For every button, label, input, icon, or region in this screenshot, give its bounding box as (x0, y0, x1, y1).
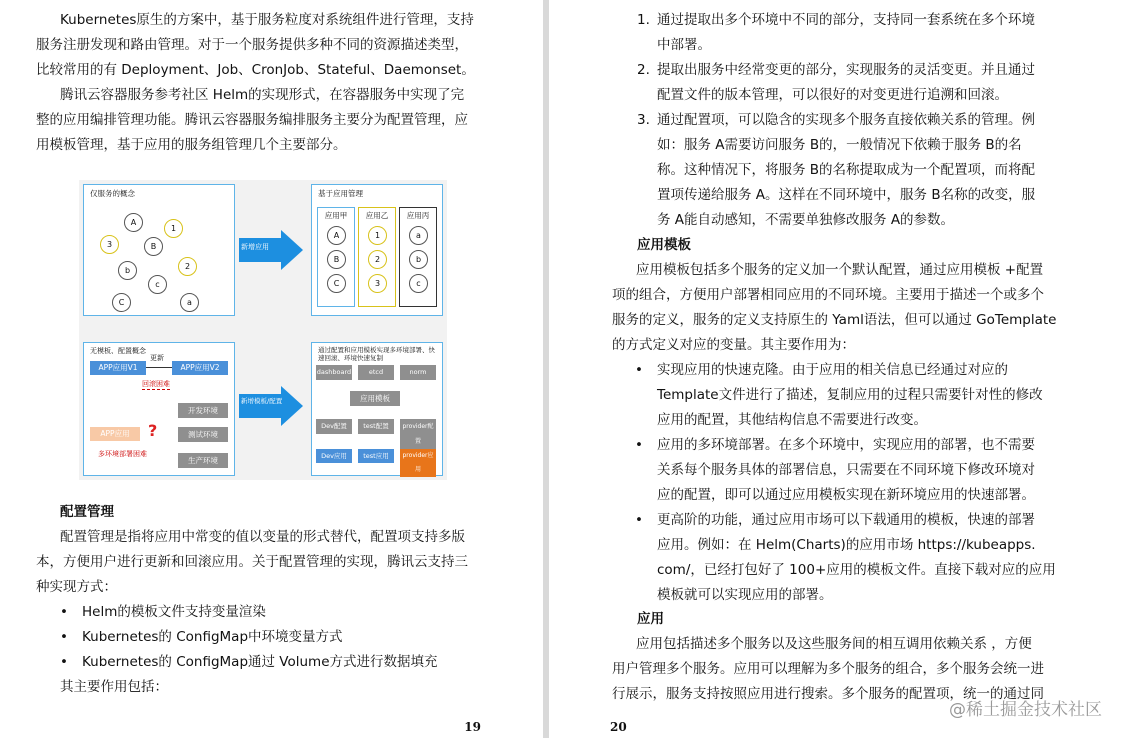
paragraph-line: 用模板管理，基于应用的服务组管理几个主要部分。 (36, 137, 347, 153)
template-bullets (635, 358, 1056, 608)
paragraph-line: 种实现方式： (36, 579, 117, 595)
panel-title: 基于应用管理 (318, 189, 363, 198)
connector-line (146, 367, 172, 368)
env-box: 测试环境 (178, 427, 228, 442)
bullet-line: com/，已经打包好了 100+应用的模板文件。直接下载对应的应用 (657, 562, 1056, 578)
paragraph-line: 腾讯云容器服务参考社区 Helm的实现形式，在容器服务中实现了完 (60, 87, 465, 103)
app-column (317, 207, 355, 307)
paragraph-line: 本，方便用户进行更新和回滚应用。关于配置管理的实现，腾讯云支持三 (36, 554, 468, 570)
left-page (0, 0, 543, 738)
arrow-right-icon (239, 230, 303, 270)
app-v1-box: APP应用V1 (90, 361, 146, 375)
bullet-item: • Helm的模板文件支持变量渲染 (36, 600, 468, 625)
config-box: test配置 (358, 419, 394, 434)
intro-text (36, 8, 475, 158)
multi-env-label: 多环境部署困难 (98, 450, 147, 458)
paragraph-line: 行展示，服务支持按照应用进行搜索。多个服务的配置项，统一的通过同 (612, 686, 1044, 702)
paragraph-line: 配置管理是指将应用中常变的值以变量的形式替代，配置项支持多版 (60, 529, 465, 545)
node-box: dashboard (316, 365, 352, 380)
bullet-item: • Kubernetes的 ConfigMap通过 Volume方式进行数据填充 (36, 650, 468, 675)
bullet-item: • 应用的多环境部署。在多个环境中，实现应用的部署，也不需要 (635, 433, 1056, 458)
paragraph-line: 其主要作用包括： (60, 679, 168, 695)
app-box: APP应用 (90, 427, 140, 441)
app-management-panel (311, 184, 443, 316)
service-circle: a (180, 293, 199, 312)
paragraph-line: 服务的定义，服务的定义支持原生的 Yaml语法，但可以通过 GoTemplate (612, 312, 1057, 328)
bullet-icon: • (60, 629, 68, 645)
paragraph-line: 比较常用的有 Deployment、Job、CronJob、Stateful、Daemonset。 (36, 62, 475, 78)
numbered-item-line: 称。这种情况下，将服务 B的名称提取成为一个配置项，而将配 (657, 162, 1036, 178)
service-circle: 3 (100, 235, 119, 254)
numbered-item: 3. 通过配置项，可以隐含的实现多个服务直接依赖关系的管理。例 (637, 112, 1035, 128)
app-v2-box: APP应用V2 (172, 361, 228, 375)
paragraph-line: 项的组合，方便用户部署相同应用的不同环境。主要用于描述一个或多个 (612, 287, 1044, 303)
arrow-label: 新增模板/配置 (241, 397, 283, 405)
config-box: provider配置 (400, 419, 436, 449)
service-circle: A (124, 213, 143, 232)
paragraph-line: 应用包括描述多个服务以及这些服务间的相互调用依赖关系 ，方便 (636, 636, 1032, 652)
column-title: 应用甲 (324, 211, 348, 220)
rollback-label: 回滚困难 (142, 380, 170, 388)
service-circle: c (409, 274, 428, 293)
service-circle: A (327, 226, 346, 245)
bullet-icon: • (635, 512, 643, 528)
numbered-item-line: 配置文件的版本管理，可以很好的对变更进行追溯和回滚。 (657, 87, 1008, 103)
page-number: 20 (610, 720, 627, 734)
numbered-item-line: 置项传递给服务 A。这样在不同环境中，服务 B名称的改变，服 (657, 187, 1036, 203)
env-box: 开发环境 (178, 403, 228, 418)
node-box: norm (400, 365, 436, 380)
template-text (612, 258, 1056, 358)
page-number: 19 (464, 720, 481, 734)
service-circle: b (409, 250, 428, 269)
bullet-line: 应的配置，即可以通过应用模板实现在新环境应用的快速部署。 (657, 487, 1035, 503)
node-box: etcd (358, 365, 394, 380)
bullet-icon: • (635, 362, 643, 378)
numbered-item: 1. 通过提取出多个环境中不同的部分，支持同一套系统在多个环境 (637, 12, 1035, 28)
env-box: 生产环境 (178, 453, 228, 468)
bullet-line: 应用。例如：在 Helm(Charts)的应用市场 https://kubeapps. (657, 537, 1036, 553)
numbered-item-line: 中部署。 (657, 37, 711, 53)
panel-title: 仅服务的概念 (90, 189, 135, 198)
no-template-panel (83, 342, 235, 476)
service-circle: b (118, 261, 137, 280)
bullet-icon: • (60, 604, 68, 620)
watermark: @稀土掘金技术社区 (949, 700, 1102, 720)
bullet-line: Template文件进行了描述，复制应用的过程只需要针对性的修改 (657, 387, 1043, 403)
column-title: 应用丙 (406, 211, 430, 220)
bullet-item: • Kubernetes的 ConfigMap中环境变量方式 (36, 625, 468, 650)
service-circle: B (144, 237, 163, 256)
bullet-icon: • (60, 654, 68, 670)
app-heading-wrap (637, 607, 664, 632)
arrow-label: 新增应用 (241, 243, 269, 251)
service-circle: 1 (164, 219, 183, 238)
section-heading: 应用模板 (637, 237, 691, 253)
service-circle: 3 (368, 274, 387, 293)
app-box: Dev应用 (316, 449, 352, 463)
column-title: 应用乙 (365, 211, 389, 220)
bullet-item: • 实现应用的快速克隆。由于应用的相关信息已经通过对应的 (635, 358, 1056, 383)
paragraph-line: 应用模板包括多个服务的定义加一个默认配置，通过应用模板 +配置 (636, 262, 1044, 278)
config-box: Dev配置 (316, 419, 352, 434)
service-circle: 2 (368, 250, 387, 269)
service-circle: 1 (368, 226, 387, 245)
app-column (358, 207, 396, 307)
diagram-figure (79, 180, 447, 480)
app-box: test应用 (358, 449, 394, 463)
paragraph-line: 服务注册发现和路由管理。对于一个服务提供多种不同的资源描述类型， (36, 37, 468, 53)
bullet-line: 关系每个服务具体的部署信息，只需要在不同环境下修改环境对 (657, 462, 1035, 478)
service-circle: C (112, 293, 131, 312)
panel-title: 无模板、配置概念 (90, 347, 146, 355)
paragraph-line: 用户管理多个服务。应用可以理解为多个服务的组合，多个服务会统一进 (612, 661, 1044, 677)
template-box: 应用模板 (350, 391, 400, 406)
bullet-item: • 更高阶的功能，通过应用市场可以下载通用的模板，快速的部署 (635, 508, 1056, 533)
update-label: 更新 (150, 354, 164, 362)
paragraph-line: 整的应用编排管理功能。腾讯云容器服务编排服务主要分为配置管理，应 (36, 112, 468, 128)
service-circle: B (327, 250, 346, 269)
right-page (549, 0, 1124, 738)
numbered-item-line: 如：服务 A需要访问服务 B的，一般情况下依赖于服务 B的名 (657, 137, 1022, 153)
section-heading: 应用 (637, 611, 664, 627)
bullet-line: 应用的配置，其他结构信息不需要进行改变。 (657, 412, 927, 428)
numbered-item-line: 务 A能自动感知，不需要单独修改服务 A的参数。 (657, 212, 955, 228)
section-heading: 配置管理 (60, 504, 114, 520)
service-circle: c (148, 275, 167, 294)
panel-title: 通过配置和应用模板实现多环境部署、快速回滚、环境快速复制 (318, 346, 435, 362)
template-heading-wrap (637, 233, 691, 258)
app-column (399, 207, 437, 307)
paragraph-line: Kubernetes原生的方案中，基于服务粒度对系统组件进行管理，支持 (60, 12, 474, 28)
question-icon: ? (148, 421, 158, 440)
app-box: provider应用 (400, 449, 436, 477)
service-circle: C (327, 274, 346, 293)
arrow-right-icon (239, 386, 303, 426)
bullet-line: 模板就可以实现应用的部署。 (657, 587, 833, 603)
service-concept-panel (83, 184, 235, 316)
numbered-item: 2. 提取出服务中经常变更的部分，实现服务的灵活变更。并且通过 (637, 62, 1035, 78)
service-circle: 2 (178, 257, 197, 276)
numbered-list (637, 8, 1035, 233)
service-circle: a (409, 226, 428, 245)
template-config-panel (311, 342, 443, 476)
config-text (36, 525, 468, 700)
bullet-icon: • (635, 437, 643, 453)
paragraph-line: 的方式定义对应的变量。其主要作用为： (612, 337, 855, 353)
config-section (60, 500, 114, 525)
